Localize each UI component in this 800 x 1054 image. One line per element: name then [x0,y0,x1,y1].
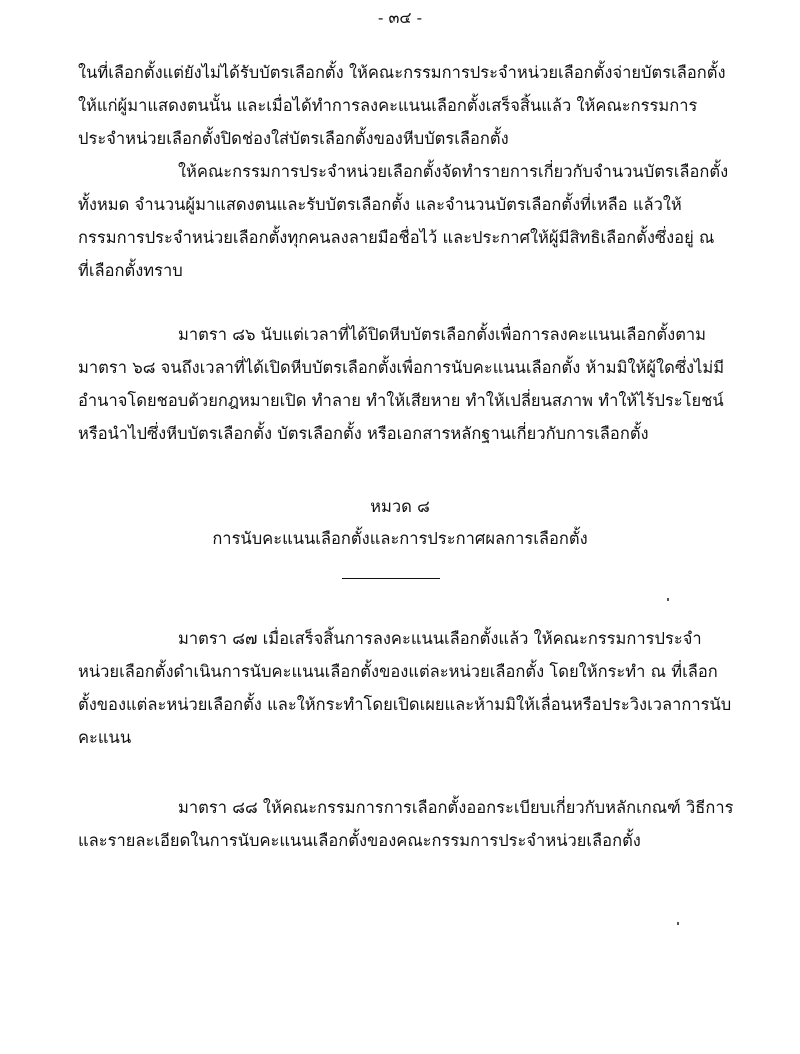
paragraph-2-line-4: ที่เลือกตั้งทราบ [78,261,183,280]
paragraph-2-line-3: กรรมการประจำหน่วยเลือกตั้งทุกคนลงลายมือชื่อไว้ และประกาศให้ผู้มีสิทธิเลือกตั้งซึ่งอยู่ ณ [78,228,715,247]
page-number: - ๓๔ - [377,8,423,27]
chapter-title: การนับคะแนนเลือกตั้งและการประกาศผลการเลือกตั้ง [212,529,588,548]
scan-speck [667,598,669,601]
paragraph-1-line-3: ประจำหน่วยเลือกตั้งปิดช่องใส่บัตรเลือกตั้งของหีบบัตรเลือกตั้ง [78,129,509,148]
section-86-line-1: มาตรา ๘๖ นับแต่เวลาที่ได้ปิดหีบบัตรเลือกตั้งเพื่อการลงคะแนนเลือกตั้งตาม [178,325,707,344]
section-87-line-2: หน่วยเลือกตั้งดำเนินการนับคะแนนเลือกตั้งของแต่ละหน่วยเลือกตั้ง โดยให้กระทำ ณ ที่เลือก [78,662,718,681]
section-86-line-4: หรือนำไปซึ่งหีบบัตรเลือกตั้ง บัตรเลือกตั้ง หรือเอกสารหลักฐานเกี่ยวกับการเลือกตั้ง [78,424,649,443]
scan-speck [677,922,679,925]
paragraph-1-line-2: ให้แก่ผู้มาแสดงตนนั้น และเมื่อได้ทำการลงคะแนนเลือกตั้งเสร็จสิ้นแล้ว ให้คณะกรรมการ [78,96,698,115]
section-87-line-1: มาตรา ๘๗ เมื่อเสร็จสิ้นการลงคะแนนเลือกตั้งแล้ว ให้คณะกรรมการประจำ [178,629,702,648]
section-86-line-2: มาตรา ๖๘ จนถึงเวลาที่ได้เปิดหีบบัตรเลือกตั้งเพื่อการนับคะแนนเลือกตั้ง ห้ามมิให้ผู้ใดซึ่งไม่มี [78,358,725,377]
paragraph-2-line-2: ทั้งหมด จำนวนผู้มาแสดงตนและรับบัตรเลือกตั้ง และจำนวนบัตรเลือกตั้งที่เหลือ แล้วให้ [78,195,682,214]
section-88-line-2: และรายละเอียดในการนับคะแนนเลือกตั้งของคณะกรรมการประจำหน่วยเลือกตั้ง [78,831,641,850]
section-87-line-4: คะแนน [78,728,132,747]
section-86-line-3: อำนาจโดยชอบด้วยกฎหมายเปิด ทำลาย ทำให้เสียหาย ทำให้เปลี่ยนสภาพ ทำให้ไร้ประโยชน์ [78,391,724,410]
section-88-line-1: มาตรา ๘๘ ให้คณะกรรมการการเลือกตั้งออกระเบียบเกี่ยวกับหลักเกณฑ์ วิธีการ [178,798,734,817]
chapter-divider [342,578,440,579]
chapter-number: หมวด ๘ [370,497,430,516]
paragraph-1-line-1: ในที่เลือกตั้งแต่ยังไม่ได้รับบัตรเลือกตั้ง ให้คณะกรรมการประจำหน่วยเลือกตั้งจ่ายบัตรเลือกตั้ง [78,63,726,82]
paragraph-2-line-1: ให้คณะกรรมการประจำหน่วยเลือกตั้งจัดทำรายการเกี่ยวกับจำนวนบัตรเลือกตั้ง [178,162,729,181]
section-87-line-3: ตั้งของแต่ละหน่วยเลือกตั้ง และให้กระทำโดยเปิดเผยและห้ามมิให้เลื่อนหรือประวิงเวลาการนับ [78,695,732,714]
